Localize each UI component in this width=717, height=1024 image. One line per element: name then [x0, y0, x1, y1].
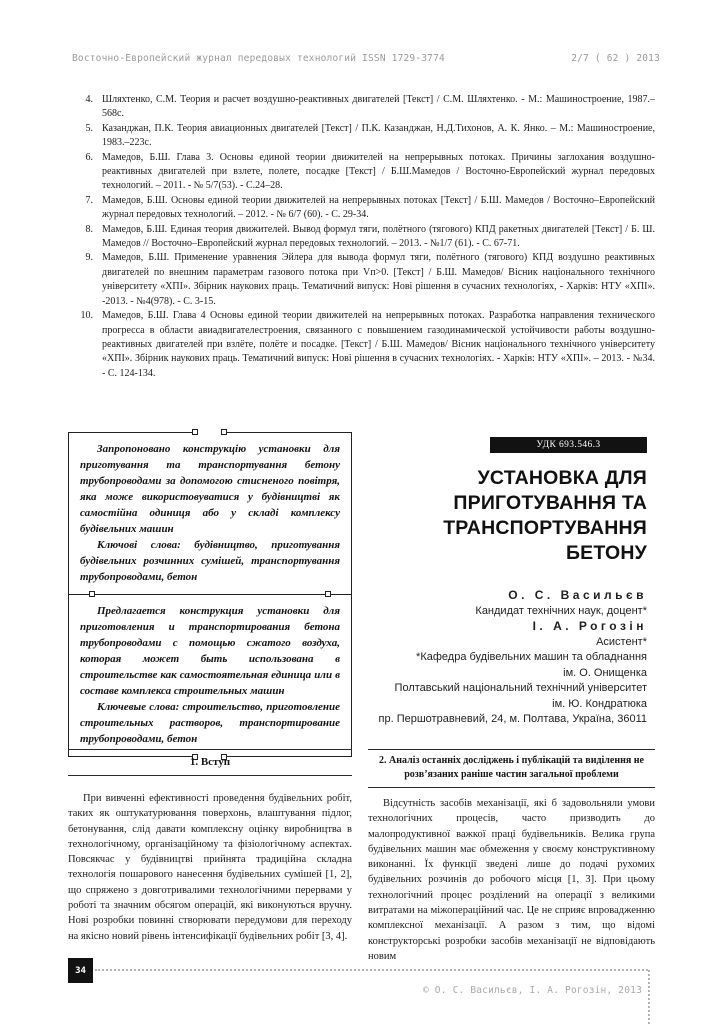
reference-item [72, 194, 655, 223]
reference-number: 8. [85, 223, 93, 235]
reference-number: 5. [85, 122, 93, 134]
page-number-badge: 34 [68, 958, 93, 983]
affiliation-line: ім. О. Онищенка [563, 666, 647, 679]
author-name: О. С. Васильєв [508, 588, 647, 602]
section-2-paragraph: Відсутність засобів механізації, які б задовольняли умови технологічних процесів, часто призводить до малопродуктивної важкої праці будівельників. Велика група будівельних машин має обмеження у своєму конструктивному виконанні. Їх функції зведені лише до подачі рухомих будівельних розчинів до робочого місця [1, 3]. При цьому технологічний процес розділений на операції з великими витратами на міжопераційний час. Це не сприяє впровадженню комплексної механізації. А разом з тим, що відомі конструкторські розробки засобів механізації не відповідають новим [368, 798, 655, 962]
affiliation-line: Полтавський національний технічний університет [394, 682, 647, 694]
box-handle-icon [192, 429, 198, 435]
reference-item [72, 223, 655, 252]
authors-block [360, 588, 647, 728]
section-1-paragraph: При вивченні ефективності проведення будівельних робіт, таких як оштукатурювання поверхонь, влаштування підлог, бетонування, слід давати комплексну оцінку виробництва в технологічному, організаційному та фізіологічному аспектах. Повсякчас у будівництві прийнята традиційна складна технологія пошарового нанесення будівельних сумішей [1, 2], що спряжено з довготривалими технологічними перервами у роботі та значним обсягом операцій, які виконуються вручну. Нові розробки повинні створювати передумови для переходу на якісно новий рівень інтенсифікації будівельних робіт [3, 4]. [68, 793, 352, 942]
reference-item [72, 309, 655, 381]
reference-number: 6. [85, 151, 93, 163]
reference-list [72, 93, 655, 381]
reference-text: Мамедов, Б.Ш. Глава 3. Основы единой теории движителей на непрерывных потоках. Причины заглохания воздушно-реактивных двигателей при взлете, полете, посадке [Текст] / Б.Ш.Мамедов / Восточно-Европейский журнал передовых технологий. – 2011. - № 5/7(53). - С.24–28. [102, 151, 655, 192]
section-1-heading: 1. Вступ [68, 749, 352, 776]
author-role: Асистент* [596, 635, 647, 648]
reference-number: 4. [85, 94, 93, 105]
author-name: І. А. Рогозін [532, 619, 647, 633]
author-role: Кандидат технічних наук, доцент* [475, 604, 647, 617]
reference-number: 10. [80, 310, 93, 322]
udc-badge: УДК 693.546.3 [490, 437, 647, 453]
box-handle-icon [221, 429, 227, 435]
reference-text: Мамедов, Б.Ш. Основы единой теории движителей на непрерывных потоках [Текст] / Б.Ш. Мамедов / Восточно–Европейский журнал передовых технологий. – 2012. - № 6/7 (60). - С. 29-34. [102, 194, 655, 221]
abstract-ru [69, 595, 351, 756]
reference-item [72, 251, 655, 309]
abstract-ru-keywords: Ключевые слова: строительство, приготовление строительных растворов, транспортирование трубопроводами, бетон [80, 701, 340, 745]
reference-number: 7. [85, 194, 93, 206]
abstract-uk [69, 433, 351, 594]
reference-text: Мамедов, Б.Ш. Единая теория движителей. Вывод формул тяги, полётного (тягового) КПД ракетных двигателей [Текст] / Б. Ш. Мамедов // Восточно–Европейский журнал передовых технологий. – 2013. - №1/7 (61). - С. 67-71. [102, 223, 655, 250]
journal-header: Восточно-Европейский журнал передовых технологий ISSN 1729-3774 [72, 53, 445, 64]
section-1-body [68, 791, 352, 944]
abstract-uk-body: Запропоновано конструкцію установки для приготування та транспортування бетону трубопроводами за допомогою стисненого повітря, яка може використовуватися у будівництві як самостійна одиниця або у складі комплексу будівельних машин [80, 443, 340, 535]
footer-dotted-line [95, 969, 648, 971]
reference-text: Мамедов, Б.Ш. Применение уравнения Эйлера для вывода формул тяги, полётного (тягового) КПД воздушно реактивных двигателей по внешним параметрам газового потока при Vп>0. [Текст] / Б.Ш. Мамедов/ Вісник національного технічного університету «ХПІ». Збірник наукових праць. Тематичний випуск: Нові рішення в сучасних технологіях, - Харків: НТУ «ХПІ». -2013. - №4(978). - С. 3-15. [102, 252, 655, 307]
section-2-body [368, 796, 655, 964]
box-handle-icon [325, 591, 331, 597]
affiliation-line: ім. Ю. Кондратюка [552, 697, 647, 710]
section-2-heading: 2. Аналіз останніх досліджень і публікацій та виділення не розв’язаних раніше частин загальної проблеми [368, 749, 655, 788]
reference-item [72, 151, 655, 194]
reference-item [72, 93, 655, 122]
issue-header: 2/7 ( 62 ) 2013 [571, 53, 660, 64]
box-handle-icon [89, 591, 95, 597]
reference-text: Шляхтенко, С.М. Теория и расчет воздушно-реактивных двигателей [Текст] / С.М. Шляхтенко. - М.: Машиностроение, 1987.–568с. [102, 94, 655, 120]
copyright-line: © О. С. Васильєв, І. А. Рогозін, 2013 [422, 985, 642, 996]
affiliation-line: пр. Першотравневий, 24, м. Полтава, Україна, 36011 [378, 713, 647, 725]
article-title: УСТАНОВКА ДЛЯ ПРИГОТУВАННЯ ТА ТРАНСПОРТУВАННЯ БЕТОНУ [443, 467, 647, 564]
footer-dotted-line-vertical [648, 970, 650, 1024]
reference-text: Казанджан, П.К. Теория авиационных двигателей [Текст] / П.К. Казанджан, Н.Д.Тихонов, А. К. Янко. – М.: Машиностроение, 1983.–223с. [102, 122, 655, 149]
abstract-box [68, 432, 352, 757]
border-gap [198, 430, 222, 435]
reference-number: 9. [85, 252, 93, 264]
abstract-divider [69, 594, 351, 595]
affiliation-line: *Кафедра будівельних машин та обладнання [416, 651, 647, 663]
abstract-ru-body: Предлагается конструкция установки для приготовления и транспортирования бетона трубопроводами с помощью сжатого воздуха, которая может быть использована в строительстве как самостоятельная единица или в составе комплекса строительных машин [80, 605, 340, 697]
reference-item [72, 122, 655, 151]
abstract-uk-keywords: Ключові слова: будівництво, приготування будівельних розчинних сумішей, транспортування трубопроводами, бетон [80, 539, 340, 583]
reference-text: Мамедов, Б.Ш. Глава 4 Основы единой теории движителей на непрерывных потоках. Разработка направления технического прогресса в области авиадвигателестроения, связанного с повышением газодинамической устойчивости работы воздушно-реактивных двигателей при взлёте, полёте и посадке. [Текст] / Б.Ш. Мамедов/ Вісник національного технічного університету «ХПІ». Збірник наукових праць. Тематичний випуск: Нові рішення в сучасних технологіях. - Харків: НТУ «ХПІ». – 2013. - №34. - С. 124-134. [102, 310, 655, 379]
